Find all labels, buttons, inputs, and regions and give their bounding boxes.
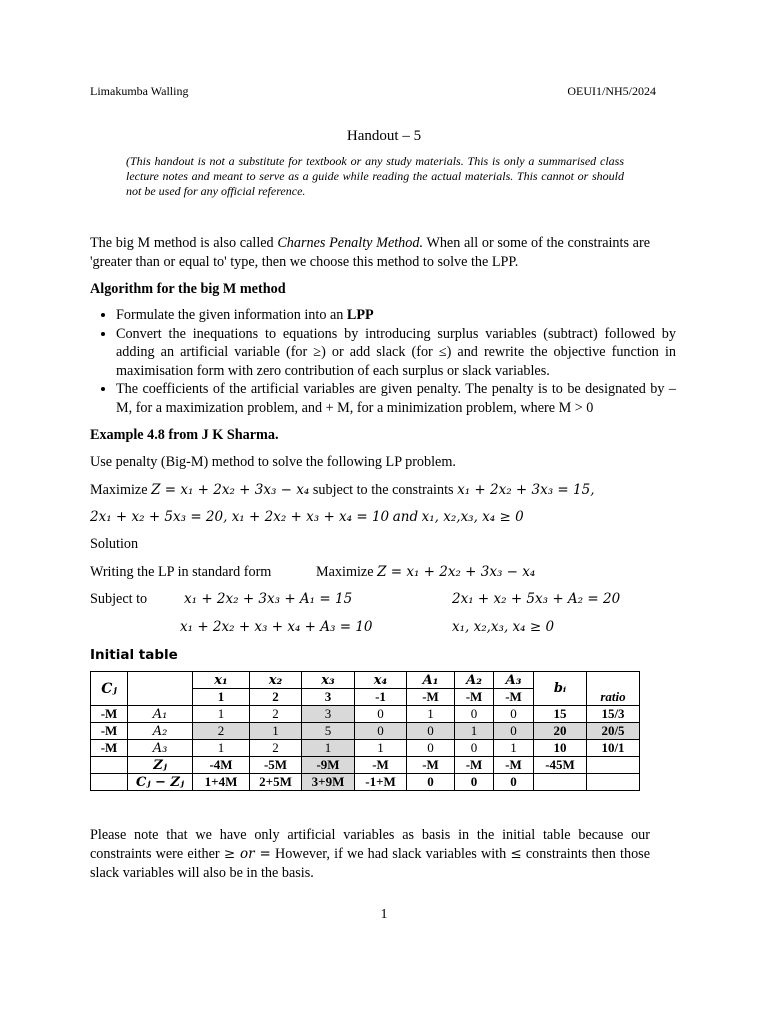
standard-form-objective [316,563,535,582]
table-cell: 2 [193,723,250,740]
table-cell: 1 [494,740,534,757]
zj-cell: -M [407,757,455,774]
table-row [91,774,640,791]
algorithm-list [90,306,676,417]
algorithm-item: • The coefficients of the artificial variables are given penalty. The penalty is to be designated by – M, for a maximization problem, and + M, for a minimization problem, where M > 0 [116,380,676,417]
var-header: x₃ [302,672,355,689]
var-header: A₃ [494,672,534,689]
var-header: x₁ [193,672,250,689]
problem-constraint-1: x₁ + 2x₂ + 3x₃ = 15, [457,482,595,498]
problem-line-1 [90,481,690,500]
table-cell: 1 [193,740,250,757]
problem-line-2 [90,508,690,527]
table-cell [587,757,640,774]
example-text: Use penalty (Big-M) method to solve the following LP problem. [90,454,456,470]
basis-cell: A₁ [128,706,193,723]
table-cell: 2 [250,706,302,723]
std-constraint-3: x₁ + 2x₂ + x₃ + x₄ + A₃ = 10 [180,619,373,635]
var-header: x₂ [250,672,302,689]
algorithm-heading: Algorithm for the big M method [90,281,286,297]
table-cell: 1 [302,740,355,757]
basis-header [128,672,193,706]
page-number: 1 [380,907,388,922]
coeff-cell: -M [455,689,494,706]
zj-cell: -M [355,757,407,774]
problem-subject: subject to the constraints [312,482,454,498]
example-heading: Example 4.8 from J K Sharma. [90,427,279,443]
std-nonneg: x₁, x₂,x₃, x₄ ≥ 0 [452,619,555,635]
table-cell: 5 [302,723,355,740]
table-cell: 2 [250,740,302,757]
cjzj-cell: 1+4M [193,774,250,791]
page-title: Handout – 5 [346,128,422,144]
problem-maximize: Maximize [90,482,148,498]
zj-cell: -M [455,757,494,774]
cjzj-label: Cⱼ − Zⱼ [128,774,193,791]
table-cell: 0 [455,706,494,723]
coeff-cell: 2 [250,689,302,706]
problem-and: and [392,509,419,525]
standard-form-maximize: Maximize [316,564,374,580]
zj-cell: -5M [250,757,302,774]
table-cell: 0 [407,723,455,740]
table-cell: 3 [302,706,355,723]
std-constraint-1: x₁ + 2x₂ + 3x₃ + A₁ = 15 [184,591,353,607]
cb-cell: -M [91,740,128,757]
table-row [91,706,640,723]
table-cell: 0 [494,723,534,740]
coeff-cell: -M [494,689,534,706]
intro-pre: The big M method is also called [90,235,278,251]
table-cell: 0 [494,706,534,723]
subject-to-label: Subject to [90,591,148,607]
cjzj-cell: -1+M [355,774,407,791]
solution-label: Solution [90,536,139,552]
ratio-cell: 20/5 [587,723,640,740]
std-constraint-2: 2x₁ + x₂ + 5x₃ + A₂ = 20 [452,591,621,607]
problem-nonneg: x₁, x₂,x₃, x₄ ≥ 0 [421,509,524,525]
table-heading: Initial table [90,647,178,663]
note-post: constraints then those slack variables will also be in the basis. [90,846,650,881]
cjzj-cell: 0 [455,774,494,791]
table-cell: 1 [407,706,455,723]
table-row [91,672,640,689]
algorithm-item [116,306,676,325]
note-math-2: ≤ [510,846,522,862]
table-cell [91,757,128,774]
cjzj-cell: 0 [407,774,455,791]
zj-cell: -M [494,757,534,774]
intro-italic: Charnes Penalty Method. [277,235,424,251]
coeff-cell: 1 [193,689,250,706]
standard-form-label: Writing the LP in standard form [90,564,272,580]
table-row [91,740,640,757]
zj-label: Zⱼ [128,757,193,774]
table-row [91,723,640,740]
intro-paragraph [90,234,650,272]
zj-cell: -9M [302,757,355,774]
cb-cell: -M [91,706,128,723]
var-header: A₂ [455,672,494,689]
table-cell [587,774,640,791]
ratio-cell: 10/1 [587,740,640,757]
coeff-cell: -1 [355,689,407,706]
header-code: OEUI1/NH5/2024 [567,84,656,98]
ratio-cell: 15/3 [587,706,640,723]
intro-post: When all or some of the constraints are 'greater than or equal to' type, then we choose this method to solve the LPP. [90,235,650,270]
table-cell: 1 [355,740,407,757]
cj-header: Cⱼ [91,672,128,706]
note-pre: Please note that we have only artificial variables as basis in the initial table because our constraints were either [90,827,650,862]
table-cell: 0 [407,740,455,757]
cjzj-cell: 0 [494,774,534,791]
zj-b-cell: -45M [534,757,587,774]
basis-cell: A₂ [128,723,193,740]
table-cell: 1 [250,723,302,740]
zj-cell: -4M [193,757,250,774]
b-cell: 10 [534,740,587,757]
algorithm-item: • Convert the inequations to equations by introducing surplus variables (subtract) followed by adding an artificial variable (for ≥) or add slack (for ≤) and rewrite the objective function in maximisation form with zero contribution of each surplus or slack variables. [116,325,676,381]
table-cell: 1 [455,723,494,740]
standard-form-objective-math: Z = x₁ + 2x₂ + 3x₃ − x₄ [377,564,536,580]
problem-objective: Z = x₁ + 2x₂ + 3x₃ − x₄ [151,482,310,498]
cb-cell: -M [91,723,128,740]
table-cell [534,774,587,791]
table-cell [91,774,128,791]
ratio-header: ratio [587,672,640,706]
basis-cell: A₃ [128,740,193,757]
note-math-1: ≥ or = [223,846,271,862]
note-paragraph [90,826,650,883]
b-cell: 20 [534,723,587,740]
disclaimer: (This handout is not a substitute for textbook or any study materials. This is only a summarised class lecture notes and meant to serve as a guide while reading the actual materials. This cannot or should not be used for any official reference. [126,154,624,198]
table-cell: 0 [355,723,407,740]
table-cell: 0 [355,706,407,723]
bi-header: bᵢ [534,672,587,706]
coeff-cell: 3 [302,689,355,706]
table-cell: 1 [193,706,250,723]
b-cell: 15 [534,706,587,723]
cjzj-cell: 3+9M [302,774,355,791]
coeff-cell: -M [407,689,455,706]
problem-constraints-2-3: 2x₁ + x₂ + 5x₃ = 20, x₁ + 2x₂ + x₃ + x₄ = 10 [90,509,390,525]
var-header: x₄ [355,672,407,689]
table-cell: 0 [455,740,494,757]
initial-simplex-table [90,671,640,791]
algorithm-item1-bold: LPP [346,307,374,323]
algorithm-item1-text: Formulate the given information into an [116,307,347,323]
table-row [91,757,640,774]
header-author: Limakumba Walling [90,84,189,98]
cjzj-cell: 2+5M [250,774,302,791]
note-mid: However, if we had slack variables with [270,846,511,862]
var-header: A₁ [407,672,455,689]
